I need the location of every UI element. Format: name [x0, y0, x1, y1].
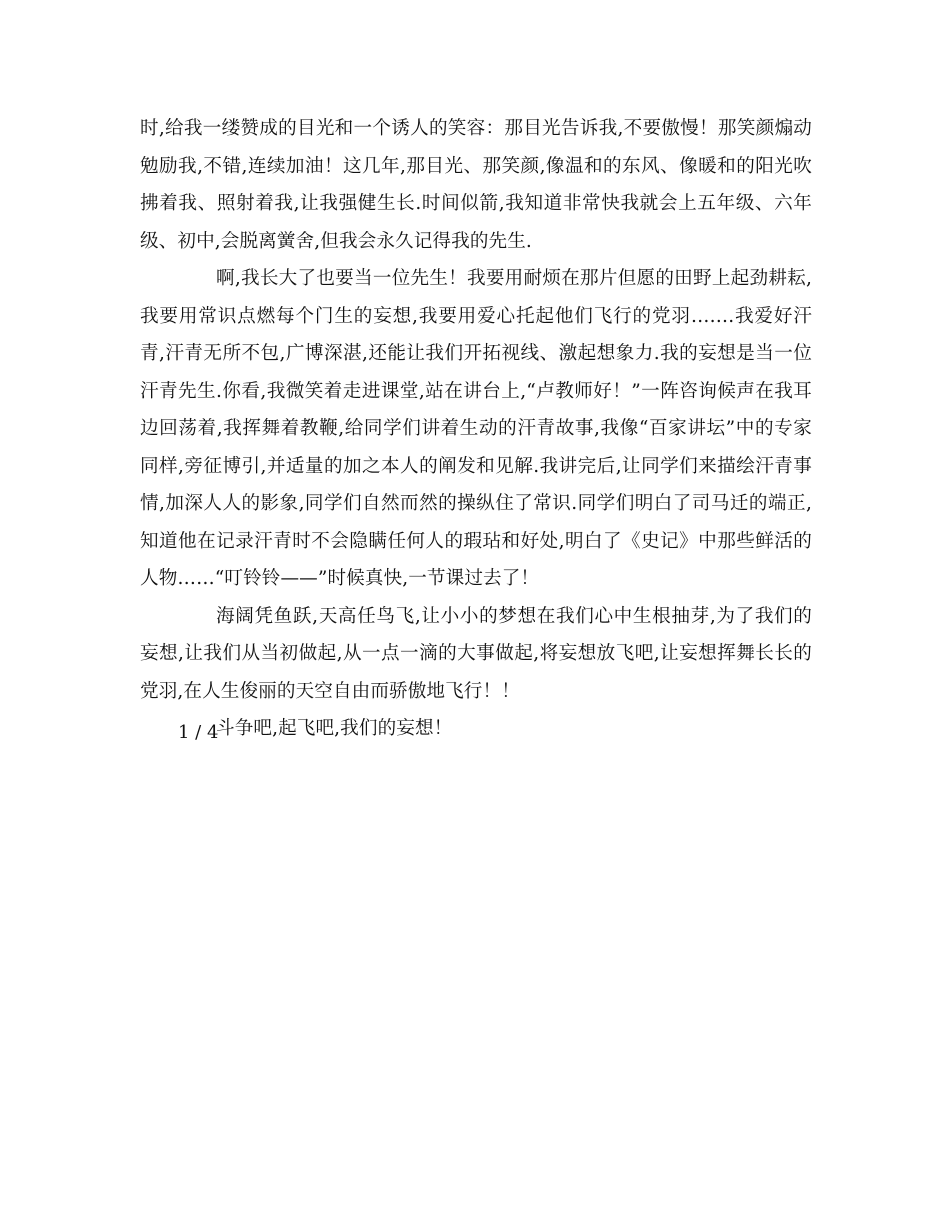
- paragraph-1: 时,给我一缕赞成的目光和一个诱人的笑容：那目光告诉我,不要傲慢！那笑颜煽动勉励我,不错,连续加油！这几年,那目光、那笑颜,像温和的东风、像暖和的阳光吹拂着我、照射着我,让我强健生长.时间似箭,我知道非常快我就会上五年级、六年级、初中,会脱离黉舍,但我会永久记得我的先生.: [140, 118, 812, 252]
- paragraph-2: 啊,我长大了也要当一位先生！我要用耐烦在那片但愿的田野上起劲耕耘,我要用常识点燃每个门生的妄想,我要用爱心托起他们飞行的党羽…….我爱好汗青,汗青无所不包,广博深湛,还能让我们开拓视线、激起想象力.我的妄想是当一位汗青先生.你看,我微笑着走进课堂,站在讲台上,“卢教师好！”一阵咨询候声在我耳边回荡着,我挥舞着教鞭,给同学们讲着生动的汗青故事,我像“百家讲坛”中的专家同样,旁征博引,并适量的加之本人的阐发和见解.我讲完后,让同学们来描绘汗青事情,加深人人的影象,同学们自然而然的操纵住了常识.同学们明白了司马迁的端正,知道他在记录汗青时不会隐瞒任何人的瑕玷和好处,明白了《史记》中那些鲜活的人物……“叮铃铃——”时候真快,一节课过去了！: [140, 268, 812, 589]
- document-body: [140, 110, 812, 748]
- page-number: 1 / 4: [178, 722, 219, 743]
- paragraph-4: 斗争吧,起飞吧,我们的妄想！: [216, 718, 453, 739]
- paragraph-3: 海阔凭鱼跃,天高任鸟飞,让小小的梦想在我们心中生根抽芽,为了我们的妄想,让我们从当初做起,从一点一滴的大事做起,将妄想放飞吧,让妄想挥舞长长的党羽,在人生俊丽的天空自由而骄傲地飞行！！: [140, 605, 812, 702]
